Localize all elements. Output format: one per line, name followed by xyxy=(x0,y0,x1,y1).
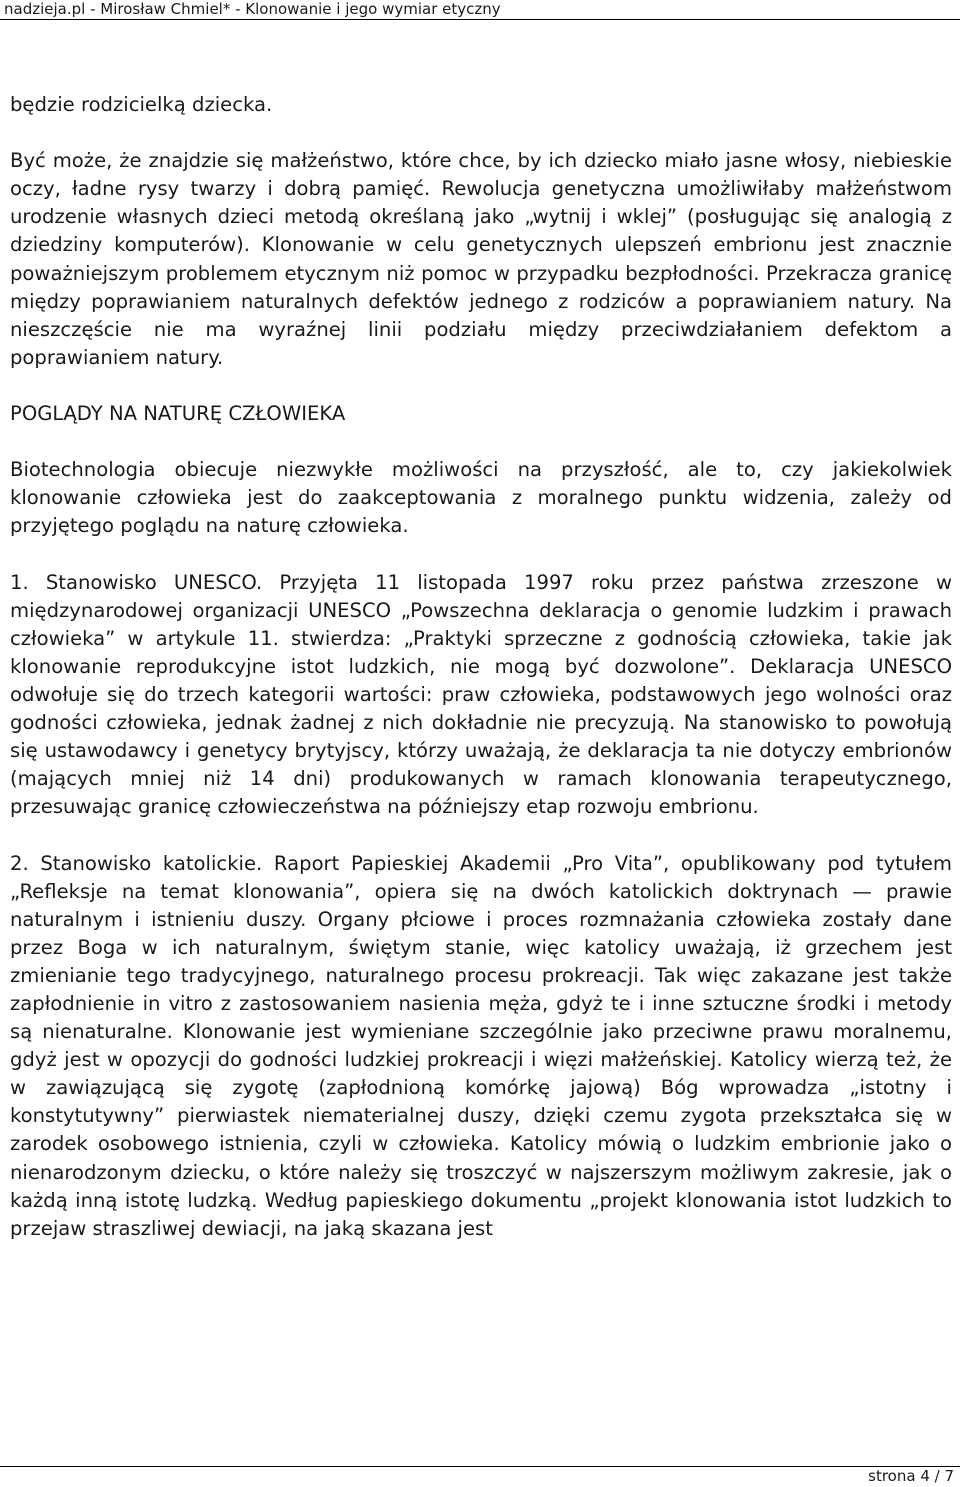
header-divider xyxy=(0,19,960,20)
page-header-title: nadzieja.pl - Mirosław Chmiel* - Klonowanie i jego wymiar etyczny xyxy=(4,0,501,18)
paragraph-continuation: będzie rodzicielką dziecka. xyxy=(10,93,273,116)
page-number: strona 4 / 7 xyxy=(868,1467,954,1485)
paragraph-unesco-position: 1. Stanowisko UNESCO. Przyjęta 11 listopada 1997 roku przez państwa zrzeszone w międzynarodowej organizacji UNESCO „Powszechna deklaracja o genomie ludzkim i prawach człowieka” w artykule 11. stwierdza: „Praktyki sprzeczne z godnością człowieka, takie jak klonowanie reprodukcyjne istot ludzkich, nie mogą być dozwolone”. Deklaracja UNESCO odwołuje się do trzech kategorii wartości: praw człowieka, podstawowych jego wolności oraz godności człowieka, jednak żadnej z nich dokładnie nie precyzują. Na stanowisko to powołują się ustawodawcy i genetycy brytyjscy, którzy uważają, że deklaracja ta nie dotyczy embrionów (mających mniej niż 14 dni) produkowanych w ramach klonowania terapeutycznego, przesuwając granicę człowieczeństwa na późniejszy etap rozwoju embrionu. xyxy=(10,570,952,819)
page-header xyxy=(0,0,960,22)
paragraph-genetic-revolution: Być może, że znajdzie się małżeństwo, które chce, by ich dziecko miało jasne włosy, niebieskie oczy, ładne rysy twarzy i dobrą pamięć. Rewolucja genetyczna umożliwiłaby małżeństwom urodzenie własnych dzieci metodą określaną jako „wytnij i wklej” (posługując się analogią z dziedziny komputerów). Klonowanie w celu genetycznych ulepszeń embrionu jest znacznie poważniejszym problemem etycznym niż pomoc w przypadku bezpłodności. Przekracza granicę między poprawianiem naturalnych defektów jednego z rodziców a poprawianiem natury. Na nieszczęście nie ma wyraźnej linii podziału między przeciwdziałaniem defektom a poprawianiem natury. xyxy=(10,149,952,369)
section-heading: POGLĄDY NA NATURĘ CZŁOWIEKA xyxy=(10,402,346,426)
page-footer xyxy=(0,1466,960,1487)
document-body xyxy=(10,91,952,1271)
paragraph-catholic-position: 2. Stanowisko katolickie. Raport Papieskiej Akademii „Pro Vita”, opublikowany pod tytułem „Refleksje na temat klonowania”, opiera się na dwóch katolickich doktrynach — prawie naturalnym i istnieniu duszy. Organy płciowe i proces rozmnażania człowieka zostały dane przez Boga w ich naturalnym, świętym stanie, więc katolicy uważają, iż grzechem jest zmienianie tego tradycyjnego, naturalnego procesu prokreacji. Tak więc zakazane jest także zapłodnienie in vitro z zastosowaniem nasienia męża, gdyż te i inne sztuczne środki i metody są nienaturalne. Klonowanie jest wymieniane szczególnie jako przeciwne prawu moralnemu, gdyż jest w opozycji do godności ludzkiej prokreacji i więzi małżeńskiej. Katolicy wierzą też, że w zawiązującą się zygotę (zapłodnioną komórkę jajową) Bóg wprowadza „istotny i konstytutywny” pierwiastek niematerialnej duszy, dzięki czemu zygota przekształca się w zarodek osobowego istnienia, czyli w człowieka. Katolicy mówią o ludzkim embrionie jako o nienarodzonym dziecku, o które należy się troszczyć w najszerszym możliwym zakresie, jak o każdą inną istotę ludzką. Według papieskiego dokumentu „projekt klonowania istot ludzkich to przejaw straszliwej dewiacji, na jaką skazana jest xyxy=(10,851,952,1240)
paragraph-biotechnology: Biotechnologia obiecuje niezwykłe możliwości na przyszłość, ale to, czy jakiekolwiek klonowanie człowieka jest do zaakceptowania z moralnego punktu widzenia, zależy od przyjętego poglądu na naturę człowieka. xyxy=(10,458,952,538)
footer-divider xyxy=(0,1466,960,1467)
